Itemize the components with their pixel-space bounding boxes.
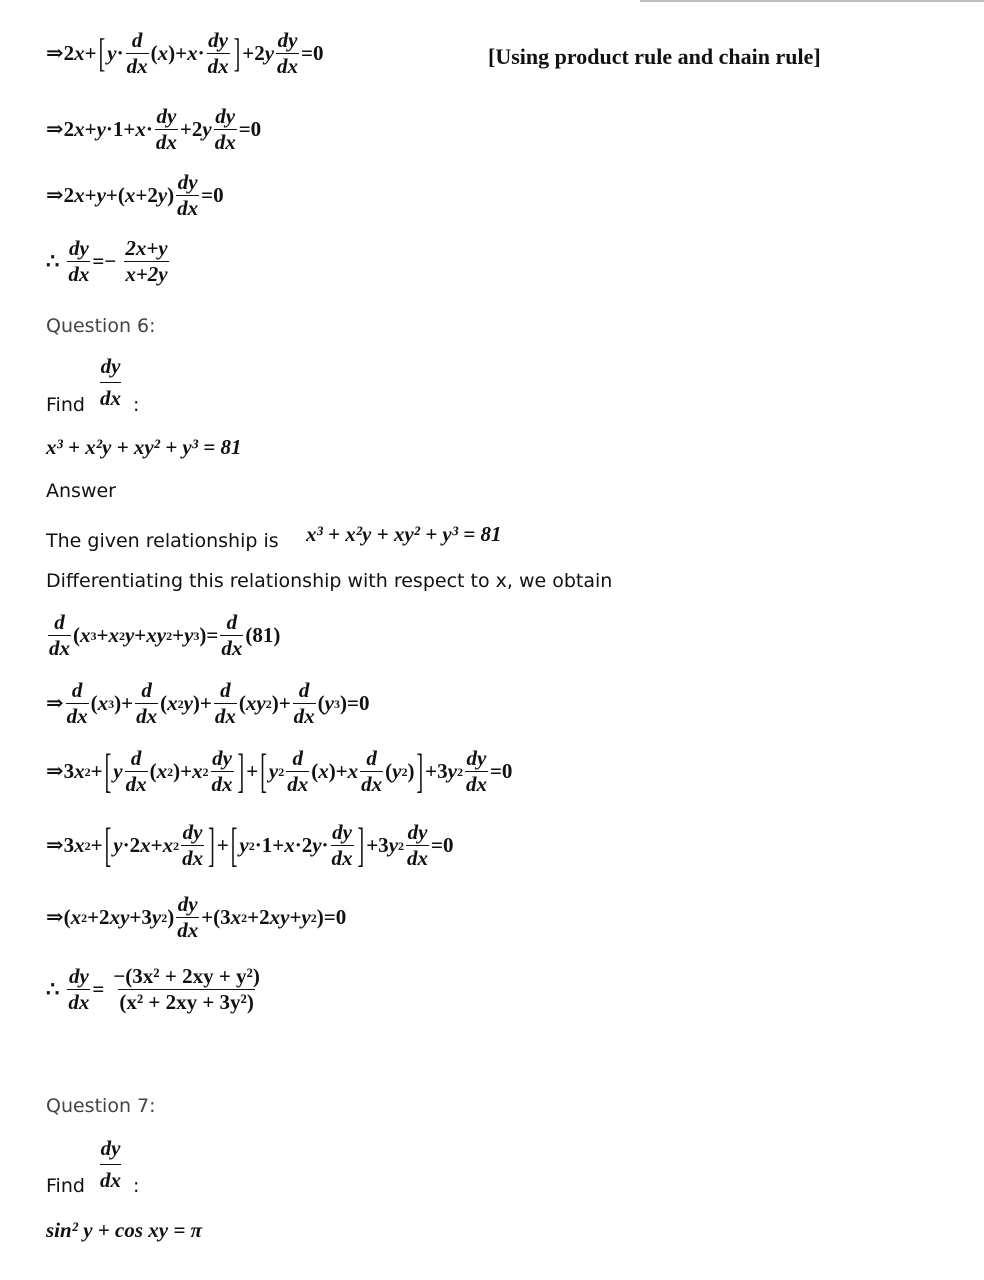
question-6-find-colon: : xyxy=(133,394,140,416)
q6-step-5: ⇒( x 2 +2 xy +3 y 2 ) $\frac{dy}{dx}$ +(3 x 2 +2 xy + y 2 )=0 xyxy=(46,892,347,942)
solution-result: ∴ $\frac{dy}{dx}$ =− $\frac{2x+y}{x+2y}$ xyxy=(46,236,168,286)
question-7-find-label: Find xyxy=(46,1175,85,1197)
q6-step-2: ⇒ $\frac{d}{dx}$ ( x 3 )+ $\frac{d}{dx}$ ( x 2 y )+ $\frac{d}{dx}$ ( xy 2 )+ $\frac{d}{dx}$ ( y 3 )=0 xyxy=(46,678,370,728)
question-6-equation: x³ + x²y + xy² + y³ = 81 xyxy=(46,435,242,459)
rule-note: [Using product rule and chain rule] xyxy=(488,44,821,69)
question-6-derivative: dy dx xyxy=(100,354,121,410)
top-rule xyxy=(640,0,984,2)
q6-step-1: $\frac{d}{dx}$ ( x 3 + x 2 y + xy 2 + y 3 )= $\frac{d}{dx}$ (81) xyxy=(49,610,281,660)
question-7-derivative: dy dx xyxy=(100,1136,121,1192)
q6-step-3: ⇒3 x 2 + [ y $\frac{d}{dx}$ ( x 2 )+ x 2 $\frac{dy}{dx}$ ] + [ y 2 $\frac{d}{dx}$ ( x )+ x $\frac{d}{dx}$ ( y 2 ) ] +3 y 2 $\frac{dy}{dx}$ =0 xyxy=(46,745,513,798)
question-7-heading: Question 7: xyxy=(46,1095,156,1117)
answer-label: Answer xyxy=(46,480,116,502)
q6-step-4: ⇒3 x 2 + [ y ·2 x + x 2 $\frac{dy}{dx}$ ] + [ y 2 ·1+ x ·2 y · $\frac{dy}{dx}$ ] +3 y 2 $\frac{dy}{dx}$ =0 xyxy=(46,819,454,872)
question-6-heading: Question 6: xyxy=(46,315,156,337)
question-6-find-label: Find xyxy=(46,394,85,416)
solution-step-3: ⇒2 x + y +( x +2 y ) $\frac{dy}{dx}$ =0 xyxy=(46,170,224,220)
solution-step-2: ⇒2 x + y ·1+ x · $\frac{dy}{dx}$ +2 y $\frac{dy}{dx}$ =0 xyxy=(46,104,262,154)
question-7-find-colon: : xyxy=(133,1175,140,1197)
question-7-equation: sin² y + cos xy = π xyxy=(46,1218,203,1242)
given-equation: x³ + x²y + xy² + y³ = 81 xyxy=(306,522,502,546)
given-text: The given relationship is xyxy=(46,530,279,552)
differentiating-text: Differentiating this relationship with respect to x, we obtain xyxy=(46,570,613,592)
q6-result: ∴ $\frac{dy}{dx}$ = $\frac{\text{−(3x² + 2xy + y²)}}{\text{(x² + 2xy + 3y²)}}$ xyxy=(46,964,260,1014)
solution-step-1: ⇒2 x + [ y · $\frac{d}{dx}$ ( x )+ x · $\frac{dy}{dx}$ ] +2 y $\frac{dy}{dx}$ =0 xyxy=(46,28,324,78)
